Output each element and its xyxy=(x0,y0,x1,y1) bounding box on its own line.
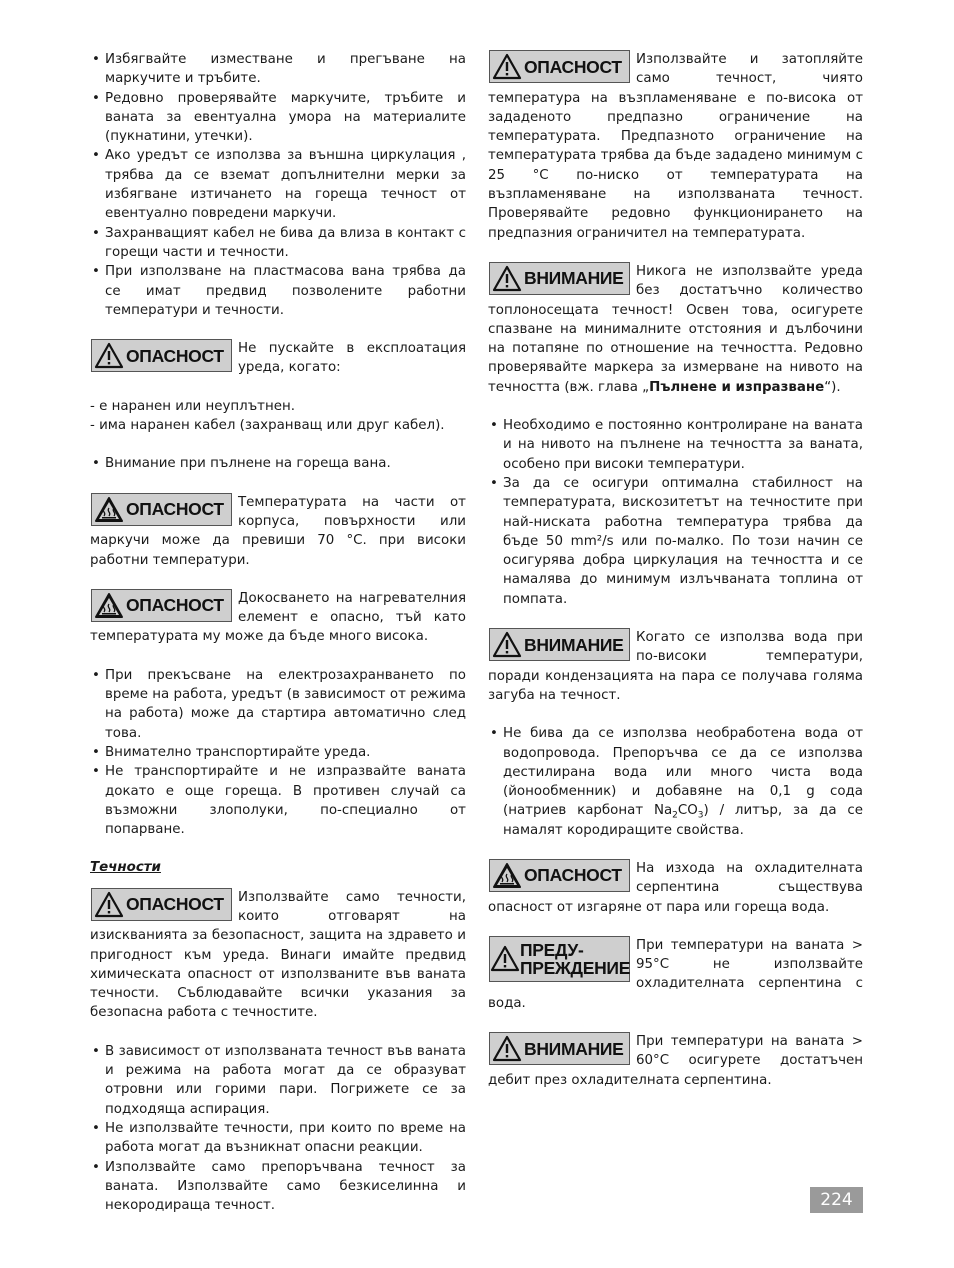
danger-badge xyxy=(91,589,232,622)
text-part: CO xyxy=(677,803,698,819)
caution-notice xyxy=(488,628,863,705)
danger-badge xyxy=(489,50,630,83)
warning-triangle-icon xyxy=(92,340,126,371)
warning-triangle-icon xyxy=(490,51,524,82)
subscript: 2 xyxy=(672,811,678,822)
page-number: 224 xyxy=(810,1187,863,1213)
caution-label: ВНИМАНИЕ xyxy=(524,634,624,655)
bullet-item: • Необходимо е постоянно контролиране на ваната и на нивото на пълнене на течността за ваната, особено при високи температури. xyxy=(488,416,863,474)
text-part: Не бива да се използва необработена вода от водопровода. Препоръчва се да се използва дестилирана вода или много чиста вода (йонообменник) и добавяне на 0,1 g сода (натриев карбонат Na xyxy=(503,726,863,819)
hot-surface-icon xyxy=(92,494,126,525)
bullet-item: • За да се осигури оптимална стабилност на температурата, вискозитетът на течностите при най-ниската работна температура трябва да бъде 50 mm²/s или по-малко. По този начин се осигурява добра циркулация на течността и се намалява до минимум излъчваната топлина от помпата. xyxy=(488,474,863,609)
bullet-item: • При прекъсване на електрозахранването по време на работа, уредът (в зависимост от режима на работа) може да стартира автоматично след това. xyxy=(90,666,466,743)
bullet-item: • Захранващият кабел не бива да влиза в контакт с горещи части и течности. xyxy=(90,224,466,263)
caution-notice xyxy=(488,1032,863,1090)
caution-badge xyxy=(489,262,630,295)
danger-badge xyxy=(489,859,630,892)
bullet-item: • Редовно проверявайте маркучите, тръбите и ваната за евентуална умора на материалите (пукнатини, утечки). xyxy=(90,89,466,147)
chapter-reference: Пълнене и изпразване xyxy=(649,379,825,395)
notice-text: Температурата на части от корпуса, повърхности или маркучи може да превиши 70 °С. при високи работни температури. xyxy=(90,494,466,568)
danger-badge xyxy=(91,888,232,921)
danger-badge xyxy=(91,493,232,526)
caution-badge xyxy=(489,1032,630,1065)
warning-triangle-icon xyxy=(490,629,524,660)
warning-label-line: ПРЕЖДЕНИЕ xyxy=(520,957,631,978)
notice-text: Не пускайте в експлоатация уреда, когато: xyxy=(238,341,466,376)
hot-surface-icon xyxy=(92,590,126,621)
bullet-item: • При използване на пластмасова вана трябва да се имат предвид позволените работни температури и течности. xyxy=(90,262,466,320)
danger-notice xyxy=(90,589,466,647)
notice-text: Използвайте само течности, които отговарят на изискванията за безопасност, защита на здравето и пригодност към уреда. Винаги имайте предвид химическата опасност от използваните във ваната течности. Съблюдавайте всички указания за безопасна работа с течностите. xyxy=(90,889,466,1021)
danger-label: ОПАСНОСТ xyxy=(126,894,224,915)
warning-triangle-icon xyxy=(490,1033,524,1064)
danger-label: ОПАСНОСТ xyxy=(524,865,622,886)
caution-badge xyxy=(489,628,630,661)
bullet-item xyxy=(488,724,863,840)
danger-notice xyxy=(488,50,863,243)
danger-badge xyxy=(91,339,232,372)
dash-item: - има наранен кабел (захранващ или друг кабел). xyxy=(90,418,445,434)
danger-label: ОПАСНОСТ xyxy=(126,595,224,616)
warning-triangle-icon xyxy=(490,943,520,974)
subscript: 3 xyxy=(697,811,704,822)
bullet-item: • Внимание при пълнене на гореща вана. xyxy=(90,454,466,473)
bullet-item: • Внимателно транспортирайте уреда. xyxy=(90,743,466,762)
warning-label xyxy=(520,941,630,977)
notice-text: При температури на ваната > 60°С осигурете достатъчен дебит през охладителната серпентина. xyxy=(488,1034,863,1088)
bullet-item: • Ако уредът се използва за външна циркулация , трябва да се вземат допълнителни мерки за избягване изтичането на гореща течност от евентуално повредени маркучи. xyxy=(90,146,466,223)
notice-text-part: Никога не използвайте уреда без достатъчно количество топлоносещата течност! Освен това, осигурете спазване на минималните отстояния и дълбочини на потапяне по отношение на течността. Редовно проверявайте маркера за измерване на нивото на течността (вж. глава „ xyxy=(488,263,863,395)
warning-triangle-icon xyxy=(92,889,126,920)
notice-text: Използвайте и затопляйте само течност, чиято температура на възпламеняване е по-висока от зададеното предпазно ограничение на температурата. Предпазното ограничение на температурата трябва да бъде зададено минимум с 25 °С по-ниско от температурата на възпламеняване на използваната течност. Проверявайте редовно функционирането на предпазния ограничител на температурата. xyxy=(488,52,863,241)
notice-text: На изхода на охладителната серпентина съществува опасност от изгаряне от пара или гореща вода. xyxy=(488,860,863,915)
bullet-item: • В зависимост от използваната течност във ваната и режима на работа могат да се образуват отровни или горими пари. Погрижете се за подходяща аспирация. xyxy=(90,1042,466,1119)
danger-label: ОПАСНОСТ xyxy=(126,499,224,520)
caution-label: ВНИМАНИЕ xyxy=(524,1038,624,1059)
left-column xyxy=(90,50,466,1215)
right-column xyxy=(488,50,863,1090)
bullet-item: • Използвайте само препоръчвана течност за ваната. Използвайте само безкиселинна и некородираща течност. xyxy=(90,1158,466,1216)
danger-notice xyxy=(90,888,466,1023)
caution-label: ВНИМАНИЕ xyxy=(524,268,624,289)
warning-notice xyxy=(488,936,863,1013)
warning-triangle-icon xyxy=(490,263,524,294)
danger-label: ОПАСНОСТ xyxy=(126,345,224,366)
text-part: ) / литър, за да се намалят кородиращите свойства. xyxy=(503,803,863,838)
bullet-item: • Не използвайте течности, при които по време на работа могат да възникнат опасни реакции. xyxy=(90,1119,466,1158)
notice-text: При температури на ваната > 95°С не използвайте охладителната серпентина с вода. xyxy=(488,937,863,1011)
danger-notice xyxy=(90,339,466,378)
notice-text: Когато се използва вода при по-високи температури, поради кондензацията на пара се получава голяма загуба на течност. xyxy=(488,630,863,703)
caution-notice xyxy=(488,262,863,397)
notice-text: Докосването на нагревателния елемент е опасно, тъй като температурата му може да бъде много висока. xyxy=(90,590,466,645)
hot-surface-icon xyxy=(490,860,524,891)
danger-label: ОПАСНОСТ xyxy=(524,56,622,77)
warning-label-line: ПРЕДУ- xyxy=(520,939,584,960)
notice-text-part: “). xyxy=(824,379,841,395)
section-heading: Течности xyxy=(90,860,161,876)
danger-notice xyxy=(90,493,466,570)
bullet-item: • Избягвайте изместване и прегъване на маркучите и тръбите. xyxy=(90,50,466,89)
bullet-item: • Не транспортирайте и не изпразвайте ваната докато е още гореща. В противен случай са възможни злополуки, по-специално от попарване. xyxy=(90,762,466,839)
danger-notice xyxy=(488,859,863,917)
dash-item: - е наранен или неуплътнен. xyxy=(90,398,295,414)
warning-badge xyxy=(489,936,630,982)
